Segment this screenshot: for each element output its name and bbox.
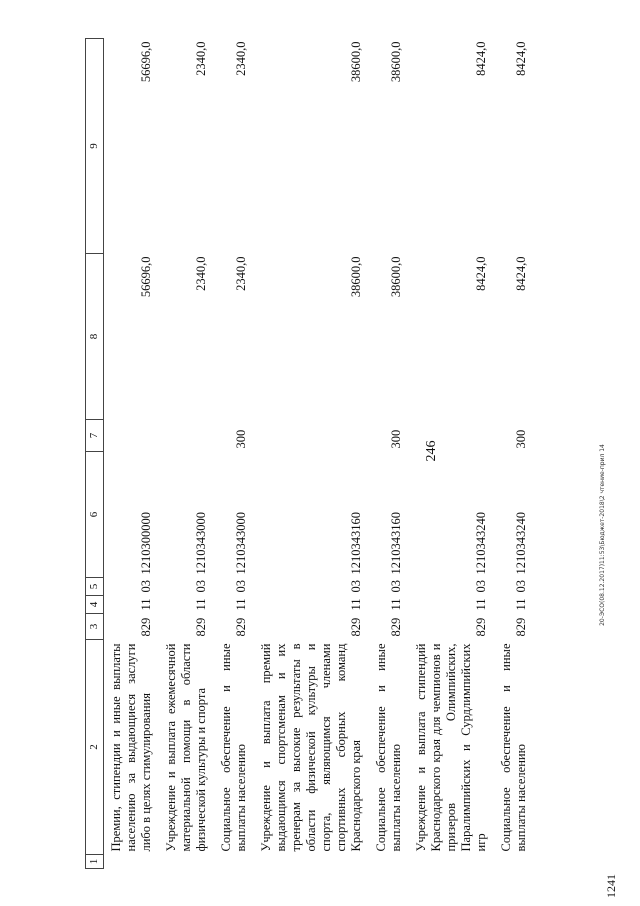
column-header: 3: [86, 614, 104, 640]
cell-target-article: 1210300000: [139, 512, 153, 575]
cell-section: 11: [514, 598, 528, 611]
table-cell: [409, 855, 494, 869]
row-description: Социальное обеспечение и иные выплаты населению: [374, 643, 403, 852]
cell-amount-2019: 8424,0: [474, 256, 488, 291]
row-description: Премии, стипендии и иные выплаты населению за выдающиеся заслуги либо в целях стимулирования: [109, 643, 153, 852]
cell-amount-2019: 38600,0: [349, 256, 363, 298]
row-description: Учреждение и выплата ежемесячной материальной помощи в области физической культуры и спорта: [164, 643, 208, 852]
cell-amount-2020: 8424,0: [514, 41, 528, 76]
cell-amount-2020: 38600,0: [389, 41, 403, 83]
cell-subsection: 03: [194, 580, 208, 593]
cell-expense-type: [104, 420, 160, 452]
cell-ministry-code: 829: [514, 617, 528, 637]
table-cell: [494, 855, 534, 869]
cell-amount-2019: 56696,0: [139, 256, 153, 298]
cell-expense-type: [254, 420, 369, 452]
table-row: [409, 39, 494, 869]
cell-target-article: 1210343240: [474, 512, 488, 575]
cell-target-article: 1210343160: [349, 512, 363, 575]
cell-target-article: 1210343000: [234, 512, 248, 575]
table-row: [369, 39, 409, 869]
cell-section: 11: [474, 598, 488, 611]
footer-file-code: 20-ЭСО(08.12.2017)11:53\Бюджет-2018\2 чтение-прил 14: [599, 444, 606, 626]
table-cell: [159, 855, 214, 869]
column-header: 2: [86, 640, 104, 855]
table-row: [104, 39, 160, 869]
table-cell: [369, 855, 409, 869]
column-header: 1: [86, 855, 104, 869]
cell-amount-2019: 8424,0: [514, 256, 528, 291]
cell-section: 11: [234, 598, 248, 611]
table-cell: [104, 855, 160, 869]
table-row: [214, 39, 254, 869]
cell-expense-type: 300: [234, 429, 248, 449]
cell-amount-2019: 38600,0: [389, 256, 403, 298]
table-row: [494, 39, 534, 869]
table-cell: [254, 855, 369, 869]
cell-subsection: 03: [139, 580, 153, 593]
cell-section: 11: [349, 598, 363, 611]
budget-table: [85, 38, 534, 869]
table-row: [254, 39, 369, 869]
cell-ministry-code: 829: [234, 617, 248, 637]
table-cell: [214, 855, 254, 869]
row-description: Учреждение и выплата премий выдающимся спортсменам и их тренерам за высокие результаты в области физической культуры и спорта, являющимся членами спортивных сборных команд Краснодарского края: [259, 643, 363, 852]
cell-subsection: 03: [349, 580, 363, 593]
row-description: Социальное обеспечение и иные выплаты населению: [499, 643, 528, 852]
margin-page-number: 1241: [604, 874, 618, 898]
cell-amount-2019: 2340,0: [194, 256, 208, 291]
cell-amount-2020: 38600,0: [349, 41, 363, 83]
column-header: 5: [86, 578, 104, 596]
cell-subsection: 03: [389, 580, 403, 593]
cell-subsection: 03: [514, 580, 528, 593]
column-header: 9: [86, 39, 104, 254]
cell-target-article: 1210343000: [194, 512, 208, 575]
cell-expense-type: 300: [389, 429, 403, 449]
cell-subsection: 03: [474, 580, 488, 593]
cell-ministry-code: 829: [349, 617, 363, 637]
cell-section: 11: [194, 598, 208, 611]
budget-table-container: [85, 39, 585, 869]
cell-section: 11: [139, 598, 153, 611]
column-header: 6: [86, 452, 104, 578]
cell-target-article: 1210343240: [514, 512, 528, 575]
table-row: [159, 39, 214, 869]
column-header: 8: [86, 254, 104, 420]
column-header: 4: [86, 596, 104, 614]
cell-target-article: 1210343160: [389, 512, 403, 575]
column-header: 7: [86, 420, 104, 452]
cell-amount-2020: 56696,0: [139, 41, 153, 83]
cell-expense-type: [409, 420, 494, 452]
rotated-table: [85, 39, 585, 869]
page-number: 246: [424, 440, 439, 462]
cell-amount-2020: 2340,0: [234, 41, 248, 76]
cell-subsection: 03: [234, 580, 248, 593]
cell-ministry-code: 829: [194, 617, 208, 637]
cell-ministry-code: 829: [474, 617, 488, 637]
cell-section: 11: [389, 598, 403, 611]
cell-amount-2020: 8424,0: [474, 41, 488, 76]
cell-expense-type: 300: [514, 429, 528, 449]
header-row: [86, 39, 104, 869]
row-description: Социальное обеспечение и иные выплаты населению: [219, 643, 248, 852]
cell-expense-type: [159, 420, 214, 452]
cell-amount-2020: 2340,0: [194, 41, 208, 76]
cell-ministry-code: 829: [389, 617, 403, 637]
cell-amount-2019: 2340,0: [234, 256, 248, 291]
cell-ministry-code: 829: [139, 617, 153, 637]
row-description: Учреждение и выплата стипендий Краснодарского края для чемпионов и призеров Олимпийских, Паралимпийских и Сурдлимпийских игр: [414, 643, 488, 852]
